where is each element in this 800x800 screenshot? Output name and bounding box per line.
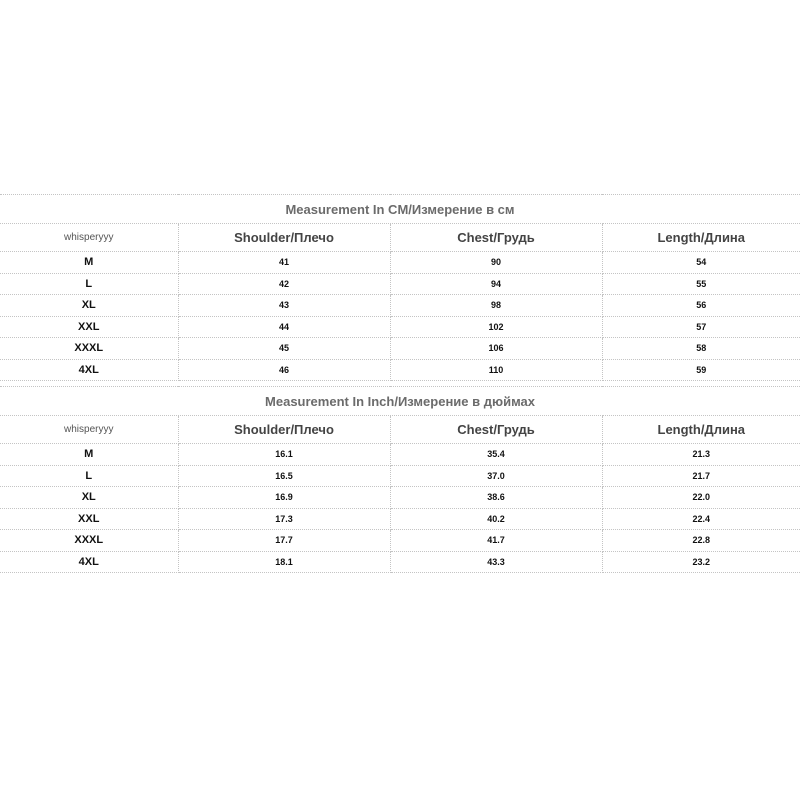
table-title: Measurement In CM/Измерение в см bbox=[0, 195, 800, 224]
shoulder-value: 16.9 bbox=[178, 487, 390, 509]
chest-value: 35.4 bbox=[390, 444, 602, 466]
chest-value: 41.7 bbox=[390, 530, 602, 552]
shoulder-header: Shoulder/Плечо bbox=[178, 224, 390, 252]
shoulder-value: 44 bbox=[178, 316, 390, 338]
size-label: XXL bbox=[0, 508, 178, 530]
length-value: 22.8 bbox=[602, 530, 800, 552]
length-value: 22.4 bbox=[602, 508, 800, 530]
table-header-row bbox=[0, 224, 800, 252]
table-row bbox=[0, 487, 800, 509]
length-value: 23.2 bbox=[602, 551, 800, 573]
shoulder-header: Shoulder/Плечо bbox=[178, 416, 390, 444]
table-row bbox=[0, 508, 800, 530]
length-value: 59 bbox=[602, 359, 800, 381]
length-value: 21.7 bbox=[602, 465, 800, 487]
shoulder-value: 46 bbox=[178, 359, 390, 381]
chest-header: Chest/Грудь bbox=[390, 224, 602, 252]
chest-value: 102 bbox=[390, 316, 602, 338]
size-label: 4XL bbox=[0, 551, 178, 573]
chest-value: 90 bbox=[390, 252, 602, 274]
size-label: XL bbox=[0, 295, 178, 317]
size-label: XL bbox=[0, 487, 178, 509]
table-row bbox=[0, 444, 800, 466]
chest-value: 43.3 bbox=[390, 551, 602, 573]
size-table-inch bbox=[0, 386, 800, 573]
length-header: Length/Длина bbox=[602, 416, 800, 444]
length-value: 58 bbox=[602, 338, 800, 360]
brand-header: whisperyyy bbox=[0, 416, 178, 444]
chest-value: 94 bbox=[390, 273, 602, 295]
size-label: 4XL bbox=[0, 359, 178, 381]
table-row bbox=[0, 359, 800, 381]
size-label: XXXL bbox=[0, 338, 178, 360]
chest-value: 38.6 bbox=[390, 487, 602, 509]
table-header-row bbox=[0, 416, 800, 444]
length-value: 57 bbox=[602, 316, 800, 338]
table-row bbox=[0, 465, 800, 487]
inch-table-clip bbox=[0, 386, 800, 568]
shoulder-value: 43 bbox=[178, 295, 390, 317]
length-value: 55 bbox=[602, 273, 800, 295]
length-header: Length/Длина bbox=[602, 224, 800, 252]
chest-value: 98 bbox=[390, 295, 602, 317]
chest-header: Chest/Грудь bbox=[390, 416, 602, 444]
shoulder-value: 45 bbox=[178, 338, 390, 360]
length-value: 54 bbox=[602, 252, 800, 274]
table-row bbox=[0, 530, 800, 552]
shoulder-value: 16.5 bbox=[178, 465, 390, 487]
chest-value: 40.2 bbox=[390, 508, 602, 530]
chest-value: 106 bbox=[390, 338, 602, 360]
table-title-row bbox=[0, 387, 800, 416]
size-table-cm bbox=[0, 194, 800, 381]
brand-header: whisperyyy bbox=[0, 224, 178, 252]
table-row bbox=[0, 551, 800, 573]
shoulder-value: 18.1 bbox=[178, 551, 390, 573]
size-label: M bbox=[0, 444, 178, 466]
table-row bbox=[0, 316, 800, 338]
shoulder-value: 16.1 bbox=[178, 444, 390, 466]
size-label: L bbox=[0, 273, 178, 295]
size-label: L bbox=[0, 465, 178, 487]
shoulder-value: 42 bbox=[178, 273, 390, 295]
size-label: M bbox=[0, 252, 178, 274]
table-row bbox=[0, 295, 800, 317]
size-label: XXXL bbox=[0, 530, 178, 552]
chest-value: 37.0 bbox=[390, 465, 602, 487]
table-row bbox=[0, 252, 800, 274]
table-title: Measurement In Inch/Измерение в дюймах bbox=[0, 387, 800, 416]
table-row bbox=[0, 273, 800, 295]
table-title-row bbox=[0, 195, 800, 224]
chest-value: 110 bbox=[390, 359, 602, 381]
shoulder-value: 41 bbox=[178, 252, 390, 274]
shoulder-value: 17.3 bbox=[178, 508, 390, 530]
length-value: 22.0 bbox=[602, 487, 800, 509]
shoulder-value: 17.7 bbox=[178, 530, 390, 552]
size-label: XXL bbox=[0, 316, 178, 338]
length-value: 56 bbox=[602, 295, 800, 317]
table-row bbox=[0, 338, 800, 360]
length-value: 21.3 bbox=[602, 444, 800, 466]
